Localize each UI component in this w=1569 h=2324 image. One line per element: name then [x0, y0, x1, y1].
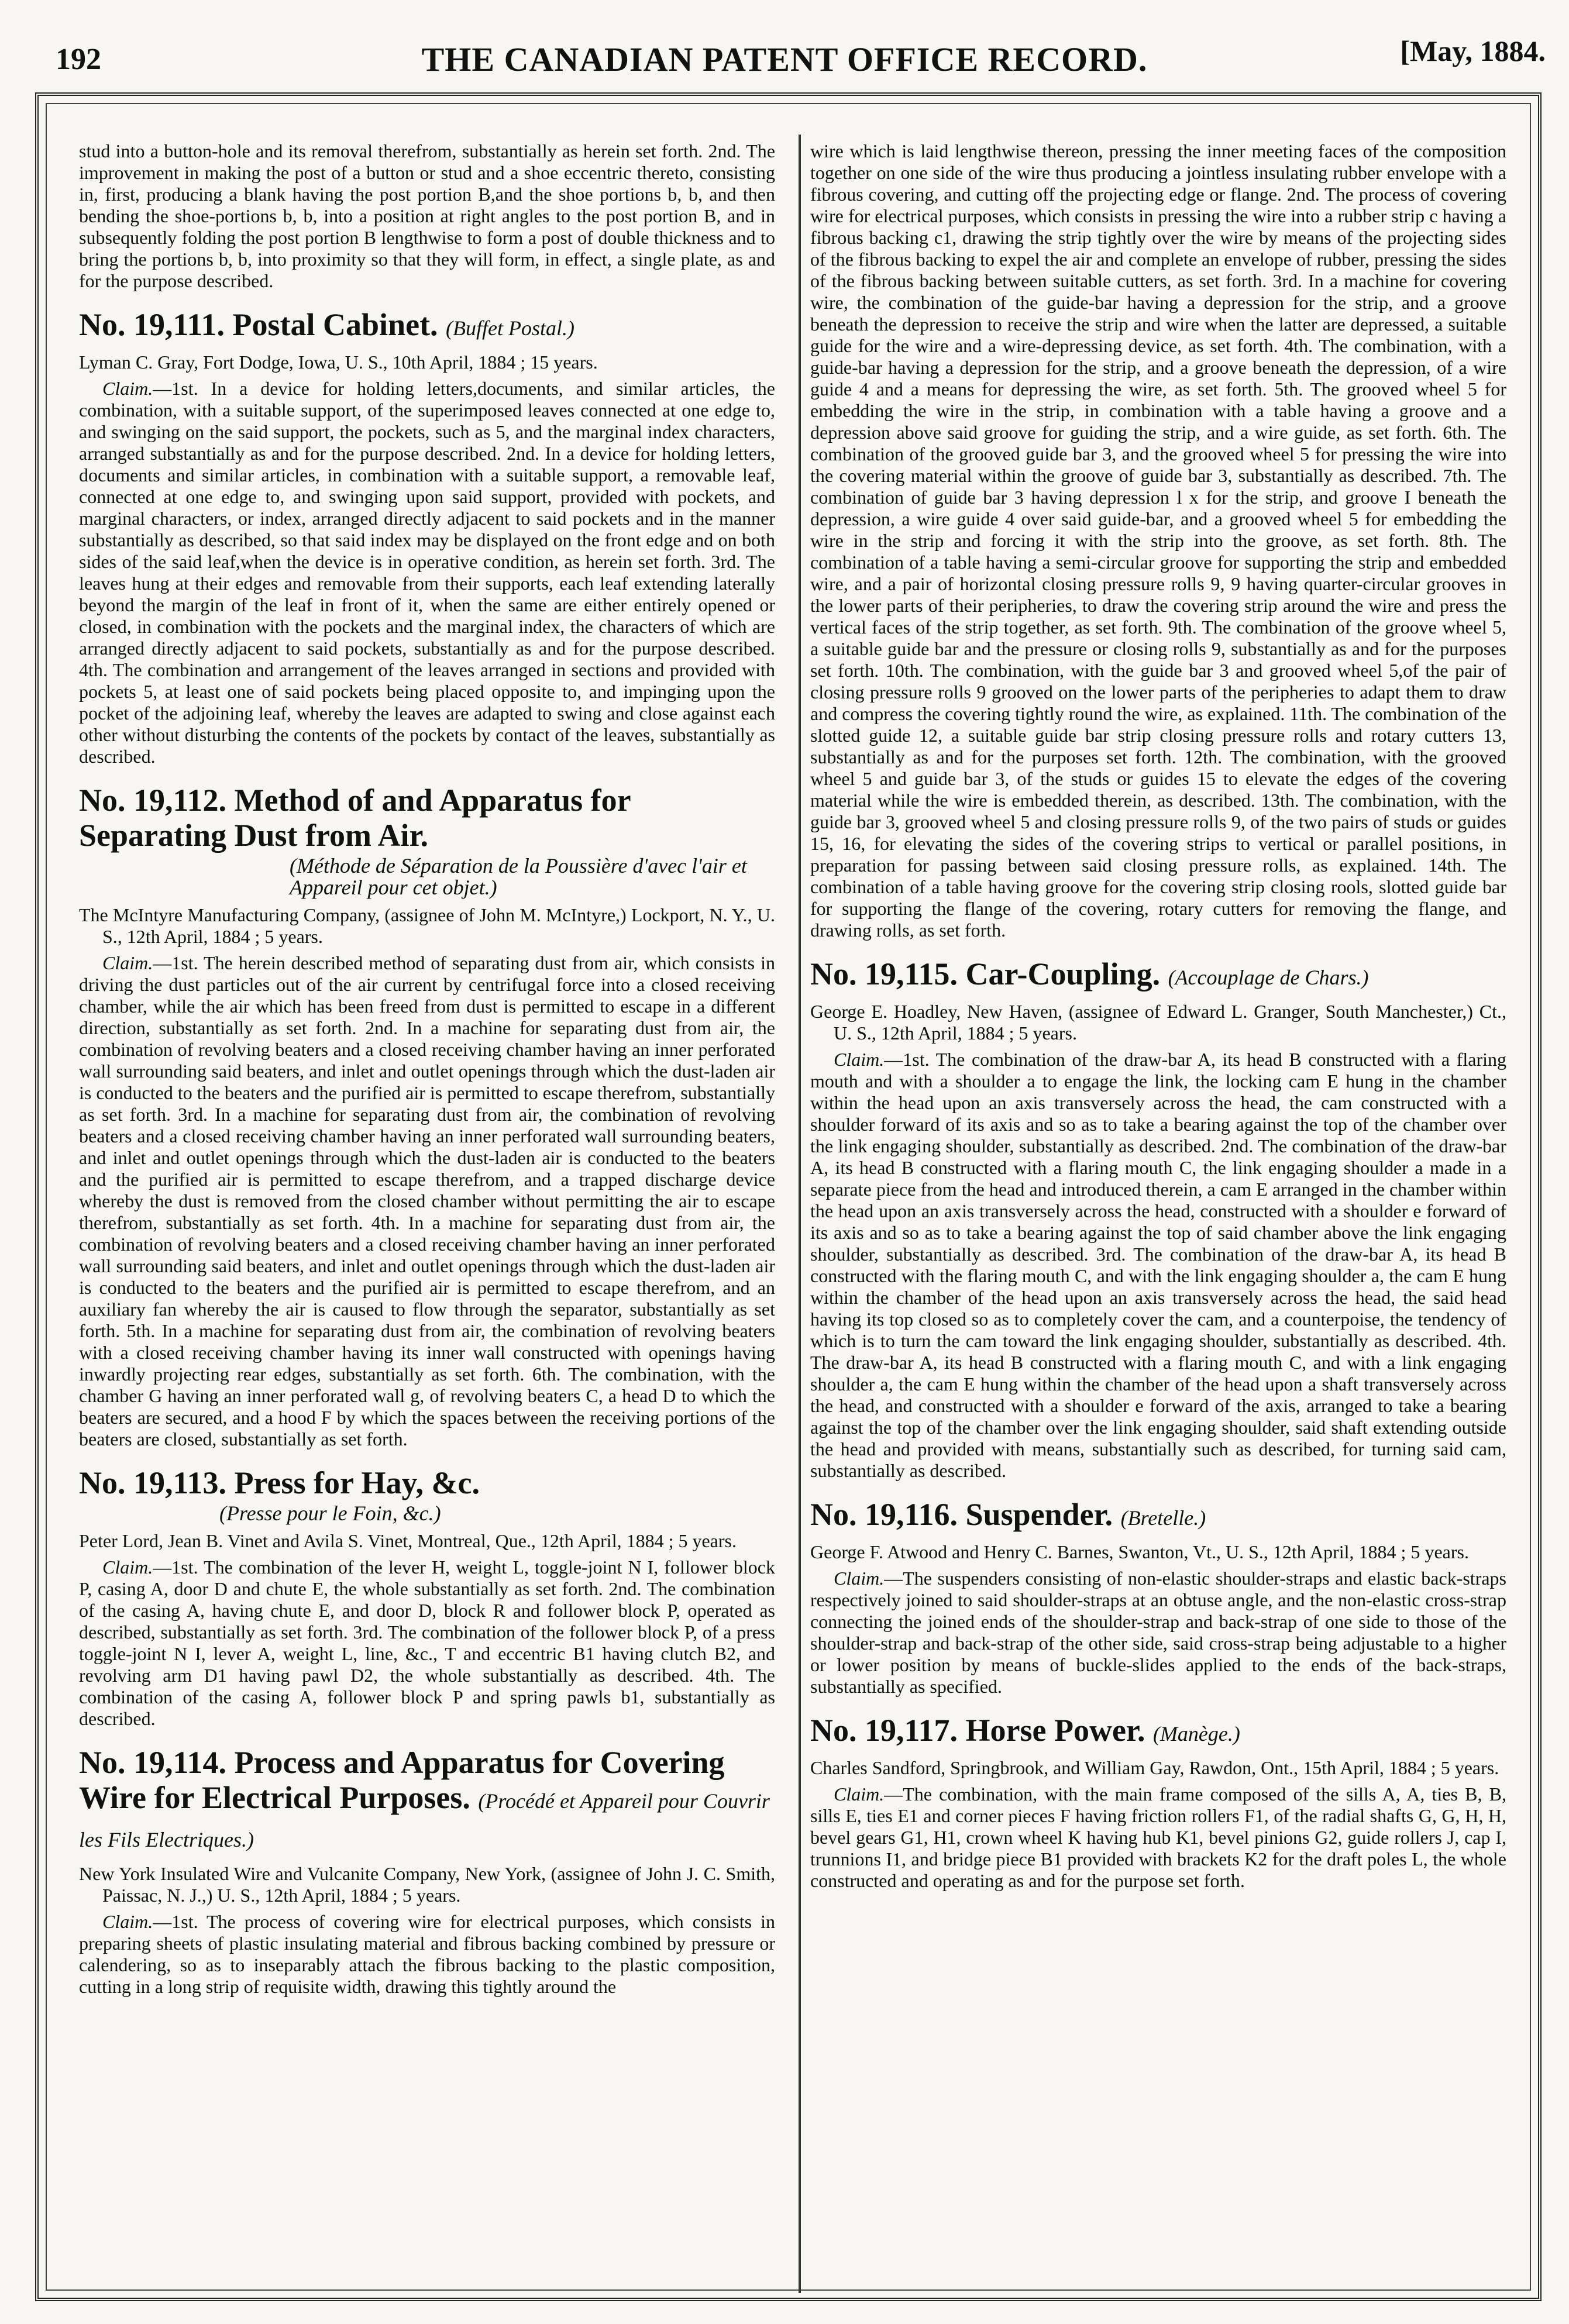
- claim-label: Claim.: [834, 1568, 885, 1589]
- claim-label: Claim.: [102, 378, 153, 399]
- entry-number: No. 19,115.: [810, 956, 958, 991]
- entry-heading: [79, 783, 775, 853]
- entry-alt-title: (Buffet Postal.): [446, 316, 575, 340]
- entry-applicant: The McIntyre Manufacturing Company, (assignee of John M. McIntyre,) Lockport, N. Y., U. S., 12th April, 1884 ; 5 years.: [79, 904, 775, 947]
- entry-claim: [810, 1784, 1506, 1892]
- entry-alt-title: (Méthode de Séparation de la Poussière d'avec l'air et Appareil pour cet objet.): [290, 854, 747, 899]
- patent-entry: [810, 1713, 1506, 1892]
- continued-text: wire which is laid lengthwise thereon, pressing the inner meeting faces of the composition together on one side of the wire thus producing a jointless insulating rubber envelope with a fibrous covering, and cutting off the projecting edge or flange. 2nd. The process of covering wire for electrical purposes, which consists in pressing the wire into a rubber strip c having a fibrous backing c1, drawing the strip tightly over the wire by means of the projecting sides of the fibrous backing to expel the air and complete an envelope of rubber, pressing the sides of the fibrous backing between suitable cutters, as set forth. 3rd. In a machine for covering wire, the combination of the guide-bar having a depression for the strip, and a groove beneath the depression to receive the strip and wire when the latter are depressed, a suitable guide for the wire and a wire-depressing device, as set forth. 4th. The combination, with a guide-bar having a depression for the strip, and a groove beneath the depression, of a wire guide 4 and a means for depressing the wire, as set forth. 5th. The grooved wheel 5 for embedding the wire in the strip, in combination with a table having a groove and a depression above said groove for guiding the strip, and a wire guide, as set forth. 6th. The combination of the grooved guide bar 3, and the grooved wheel 5 for pressing the wire into the covering material within the groove of guide bar 3, substantially as described. 7th. The combination of guide bar 3 having depression l x for the strip, and groove I beneath the depression, a wire guide 4 over said guide-bar, and a grooved wheel 5 for embedding the wire in the strip and forcing it with the strip into the groove, as set forth. 8th. The combination of a table having a semi-circular groove for supporting the strip and embedded wire, and a pair of horizontal closing pressure rolls 9, 9 having quarter-circular grooves in the lower parts of their peripheries, to draw the covering strip around the wire and press the vertical faces of the strip together, as set forth. 9th. The combination of the groove wheel 5, a suitable guide bar and the pressure or closing rolls 9, substantially as and for the purposes set forth. 10th. The combination, with the guide bar 3 and grooved wheel 5,of the pair of closing pressure rolls 9 grooved on the lower parts of the peripheries to adapt them to draw and compress the covering tightly round the wire, as explained. 11th. The combination of the slotted guide 12, a suitable guide bar strip closing pressure rolls and rotary cutters 13, substantially as and for the purposes set forth. 12th. The combination, with the grooved wheel 5 and guide bar 3, of the studs or guides 15 to elevate the edges of the covering material while the wire is embedded therein, as described. 13th. The combination, with the guide bar 3, grooved wheel 5 and closing pressure rolls 9, of the two pairs of studs or guides 15, 16, for elevating the sides of the covering strips to vertical or parallel positions, in preparation for passing between said closing pressure rolls, as explained. 14th. The combination of a table having groove for the covering strip closing rools, slotted guide bar for supporting the flange of the covering, rotary cutters for removing the flange, and drawing rolls, as set forth.: [810, 140, 1506, 941]
- entry-alt-title: (Bretelle.): [1120, 1506, 1206, 1530]
- page-number: 192: [56, 43, 101, 76]
- claim-text: —1st. In a device for holding letters,documents, and similar articles, the combination, with a suitable support, of the superimposed leaves connected at one edge to, and swinging on the said support, the pockets, such as 5, and the marginal index characters, arranged substantially as and for the purpose described. 2nd. In a device for holding letters, documents and similar articles, in combination with a suitable support, a removable leaf, connected at one edge to, and swinging upon said support, provided with pockets, and marginal characters, or index, arranged directly adjacent to said pockets and in the manner substantially as described, so that said index may be displayed on the front edge and on both sides of the said leaf,when the device is in operative condition, as herein set forth. 3rd. The leaves hung at their edges and removable from their supports, each leaf extending laterally beyond the margin of the leaf in front of it, when the same are either entirely opened or closed, in combination with the pockets and the marginal index, the characters of which are arranged directly adjacent to said pockets, substantially as and for the purpose described. 4th. The combination and arrangement of the leaves arranged in sections and provided with pockets 5, at least one of said pockets being placed opposite to, and impinging upon the pocket of the adjoining leaf, whereby the leaves are adapted to swing and close against each other without disturbing the contents of the pockets by contact of the leaves, substantially as described.: [79, 378, 775, 767]
- entry-heading: [79, 1465, 775, 1500]
- entry-alt-title: (Presse pour le Foin, &c.): [219, 1502, 441, 1525]
- entry-claim: [79, 1557, 775, 1730]
- patent-entry: [79, 1465, 775, 1730]
- patent-entry: [810, 1497, 1506, 1698]
- claim-label: Claim.: [834, 1784, 885, 1805]
- patent-entry: [810, 956, 1506, 1482]
- entry-applicant: Lyman C. Gray, Fort Dodge, Iowa, U. S., 10th April, 1884 ; 15 years.: [79, 352, 598, 373]
- claim-text: —The combination, with the main frame composed of the sills A, A, ties B, B, sills E, ties E1 and corner pieces F having friction rollers F1, of the radial shafts G, G, H, H, bevel gears G1, H1, crown wheel K having hub K1, bevel pinions G2, guide rollers J, cap I, trunnions I1, and bridge piece B1 provided with brackets K2 for the draft poles L, the whole constructed and operating as and for the purpose set forth.: [810, 1784, 1506, 1891]
- entry-title: Method of and Apparatus for Separating Dust from Air.: [79, 783, 631, 853]
- entry-claim: [810, 1568, 1506, 1698]
- entry-number: No. 19,111.: [79, 307, 225, 342]
- entry-heading: [810, 1497, 1506, 1535]
- claim-text: —1st. The herein described method of separating dust from air, which consists in driving the dust particles out of the air current by centrifugal force into a closed receiving chamber, while the air which has been freed from dust is permitted to escape in a different direction, substantially as set forth. 2nd. In a machine for separating dust from air, the combination of revolving beaters and a closed receiving chamber having an inner perforated wall surrounding said beaters, and inlet and outlet openings through which the dust-laden air is conducted to the beaters and the purified air is permitted to escape therefrom, substantially as set forth. 3rd. In a machine for separating dust from air, the combination of revolving beaters and a closed receiving chamber having an inner perforated wall surrounding beaters, and inlet and outlet openings through which the dust-laden air is conducted to the beaters and the purified air is permitted to escape therefrom, and a trapped discharge device whereby the dust is removed from the closed chamber without permitting the air to escape therefrom, substantially as set forth. 4th. In a machine for separating dust from air, the combination of revolving beaters and a closed receiving chamber having an inner perforated wall surrounding said beaters, and inlet and outlet openings through which the dust-laden air is conducted to the beaters and the purified air is permitted to escape therefrom, and an auxiliary fan whereby the air is caused to flow through the separator, substantially as set forth. 5th. In a machine for separating dust from air, the combination of revolving beaters with a closed receiving chamber having its inner wall constructed with openings having inwardly projecting rear edges, substantially as set forth. 6th. The combination, with the chamber G having an inner perforated wall g, of revolving beaters C, a head D to which the beaters are secured, and a hood F by which the spaces between the receiving portions of the beaters are closed, substantially as set forth.: [79, 952, 775, 1450]
- issue-date: [May, 1884.: [1400, 35, 1546, 67]
- entry-heading: [810, 1713, 1506, 1751]
- entry-title: Postal Cabinet.: [232, 307, 438, 342]
- running-title: THE CANADIAN PATENT OFFICE RECORD.: [421, 40, 1148, 78]
- entry-applicant: George E. Hoadley, New Haven, (assignee of Edward L. Granger, South Manchester,) Ct., U. S., 12th April, 1884 ; 5 years.: [810, 1001, 1506, 1044]
- entry-alt-title: (Procédé et Appareil pour Couvrir les Fils Electriques.): [79, 1789, 770, 1851]
- entry-alt-title: (Accouplage de Chars.): [1168, 966, 1369, 989]
- entry-heading: [810, 956, 1506, 995]
- entry-title: Horse Power.: [965, 1713, 1145, 1748]
- column-divider: [799, 135, 801, 2293]
- entry-claim: [79, 952, 775, 1450]
- entry-number: No. 19,114.: [79, 1745, 227, 1780]
- claim-text: —1st. The process of covering wire for electrical purposes, which consists in preparing sheets of plastic insulating material and fibrous backing combined by pressure or calendering, so as to inseparably attach the fibrous backing to the plastic composition, cutting in a long strip of requisite width, drawing this tightly around the: [79, 1911, 775, 1997]
- claim-text: —The suspenders consisting of non-elastic shoulder-straps and elastic back-straps respectively joined to said shoulder-straps at an obtuse angle, and the non-elastic cross-strap connecting the joined ends of the shoulder-strap and back-strap of one side to those of the shoulder-strap and back-strap of the other side, said cross-strap being adjustable to a higher or lower position by means of buckle-slides applied to the ends of the back-straps, substantially as specified.: [810, 1568, 1506, 1697]
- entry-heading: [79, 1745, 775, 1857]
- entry-applicant: Charles Sandford, Springbrook, and William Gay, Rawdon, Ont., 15th April, 1884 ; 5 years.: [810, 1757, 1499, 1778]
- claim-text: —1st. The combination of the lever H, weight L, toggle-joint N I, follower block P, casing A, door D and chute E, the whole substantially as set forth. 2nd. The combination of the casing A, having chute E, and door D, block R and follower block P, operated as described, substantially as set forth. 3rd. The combination of the follower block P, of a press toggle-joint N I, lever A, weight L, line, &c., T and eccentric B1 having clutch B2, and revolving arm D1 having pawl D2, the whole substantially as described. 4th. The combination of the casing A, follower block P and spring pawls b1, substantially as described.: [79, 1557, 775, 1729]
- entry-claim: [810, 1049, 1506, 1482]
- entry-title: Process and Apparatus for Covering Wire for Electrical Purposes.: [79, 1745, 725, 1815]
- entry-number: No. 19,112.: [79, 783, 227, 818]
- patent-entry: [79, 307, 775, 767]
- entry-title: Car-Coupling.: [965, 956, 1161, 991]
- continued-text: stud into a button-hole and its removal therefrom, substantially as herein set forth. 2nd. The improvement in making the post of a button or stud and a shoe eccentric thereto, consisting in, first, producing a blank having the post portion B,and the shoe portions b, b, and then bending the shoe-portions b, b, into a position at right angles to the post portion B, and in subsequently folding the post portion B lengthwise to form a post of double thickness and to bring the portions b, b, into proximity so that they will form, in effect, a single plate, as and for the purpose described.: [79, 140, 775, 291]
- entry-number: No. 19,116.: [810, 1497, 958, 1532]
- entry-heading: [79, 307, 775, 346]
- claim-label: Claim.: [102, 1557, 153, 1578]
- entry-title: Suspender.: [965, 1497, 1113, 1532]
- entry-claim: [79, 378, 775, 767]
- entry-number: No. 19,113.: [79, 1465, 227, 1500]
- entry-title: Press for Hay, &c.: [234, 1465, 480, 1500]
- entry-applicant: George F. Atwood and Henry C. Barnes, Swanton, Vt., U. S., 12th April, 1884 ; 5 years.: [810, 1541, 1469, 1562]
- entry-applicant: New York Insulated Wire and Vulcanite Company, New York, (assignee of John J. C. Smith, Paissac, N. J.,) U. S., 12th April, 1884 ; 5 years.: [79, 1863, 775, 1906]
- page-header: [0, 0, 1569, 88]
- right-column: [810, 140, 1506, 2275]
- patent-entry: [79, 783, 775, 1450]
- entry-applicant: Peter Lord, Jean B. Vinet and Avila S. Vinet, Montreal, Que., 12th April, 1884 ; 5 years.: [79, 1530, 737, 1551]
- claim-label: Claim.: [834, 1049, 885, 1070]
- claim-text: —1st. The combination of the draw-bar A, its head B constructed with a flaring mouth and with a shoulder a to engage the link, the locking cam E hung in the chamber within the head upon an axis transversely across the head, the cam constructed with a shoulder forward of its axis and so as to take a bearing against the top of the chamber over the link engaging shoulder, substantially as described. 2nd. The combination of the draw-bar A, its head B constructed with a flaring mouth C, the link engaging shoulder a made in a separate piece from the head and introduced therein, a cam E arranged in the chamber within the head upon an axis transversely across the head, constructed with a shoulder e forward of its axis and so as to take a bearing against the top of said chamber above the link engaging shoulder, substantially as described. 3rd. The combination of the draw-bar A, its head B constructed with the flaring mouth C, and with the link engaging shoulder a, the cam E hung within the chamber of the head upon an axis transversely across the head, the said head having its top closed so as to completely cover the cam, and a counterpoise, the tendency of which is to turn the cam toward the link engaging shoulder, substantially as described. 4th. The draw-bar A, its head B constructed with a flaring mouth C, and with a link engaging shoulder a, the cam E hung within the chamber of the head upon a shaft transversely across the head, and constructed with a shoulder e forward of the axis, arranged to take a bearing against the top of the chamber over the link engaging shoulder, said shaft extending outside the head and provided with means, substantially such as described, for turning said cam, substantially as described.: [810, 1049, 1506, 1481]
- claim-label: Claim.: [102, 1911, 153, 1932]
- entry-alt-title: (Manège.): [1152, 1722, 1240, 1745]
- claim-label: Claim.: [102, 952, 153, 973]
- patent-entry: [79, 1745, 775, 1998]
- entry-claim: [79, 1911, 775, 1998]
- entry-number: No. 19,117.: [810, 1713, 958, 1748]
- left-column: [79, 140, 775, 2275]
